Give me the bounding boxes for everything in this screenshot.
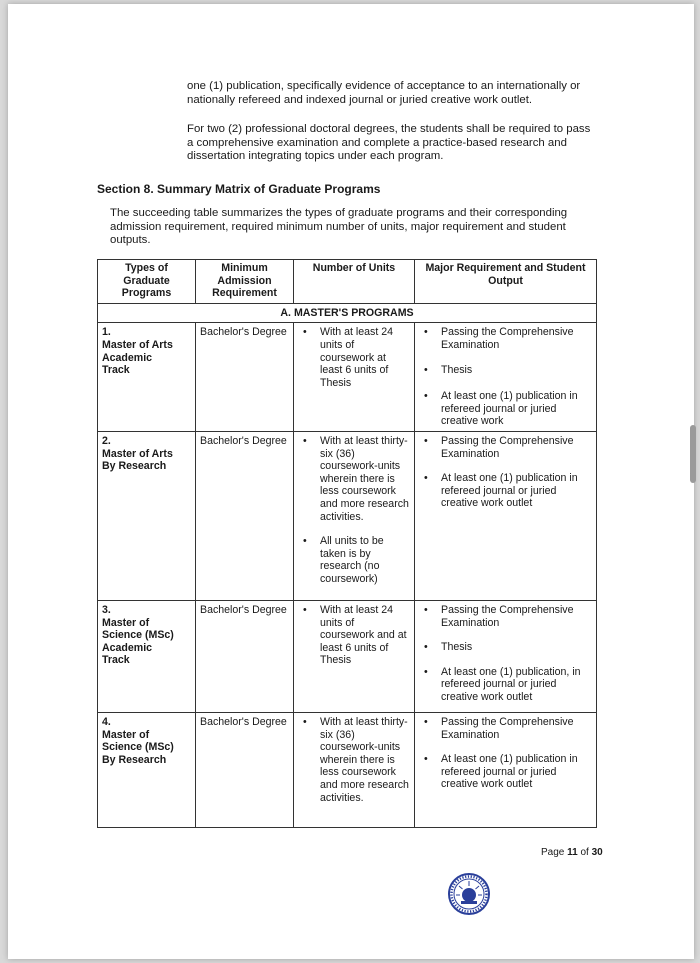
header-admission: Minimum Admission Requirement [196, 260, 294, 304]
output-item: • Passing the Comprehensive Examination [419, 435, 592, 460]
program-number: 4. [102, 715, 111, 728]
output-cell [415, 712, 597, 827]
units-item: • With at least thirty-six (36) coursework-units wherein there is less coursework and more research activities. [298, 435, 410, 523]
program-number: 2. [102, 434, 111, 447]
program-cell [98, 323, 196, 432]
page-prefix: Page [541, 847, 568, 858]
units-item: • All units to be taken is by research (no coursework) [298, 535, 410, 585]
header-output: Major Requirement and Student Output [415, 260, 597, 304]
admission-cell: Bachelor's Degree [196, 431, 294, 600]
program-cell [98, 431, 196, 600]
section-title: Section 8. Summary Matrix of Graduate Programs [97, 182, 381, 196]
output-item: • Passing the Comprehensive Examination [419, 326, 592, 351]
admission-cell: Bachelor's Degree [196, 600, 294, 712]
program-name: Master of Science (MSc) Academic Track [102, 616, 174, 667]
page-mid: of [577, 847, 592, 858]
program-name: Master of Science (MSc) By Research [102, 728, 174, 766]
program-number: 3. [102, 603, 111, 616]
output-item: • Passing the Comprehensive Examination [419, 716, 592, 741]
units-item: • With at least 24 units of coursework and at least 6 units of Thesis [298, 604, 410, 667]
table-header-row [98, 260, 597, 304]
scrollbar-thumb[interactable] [690, 425, 696, 483]
program-number: 1. [102, 326, 111, 339]
program-cell [98, 600, 196, 712]
summary-matrix-table [97, 259, 597, 828]
paragraph-doctoral: For two (2) professional doctoral degrees, the students shall be required to pass a comprehensive examination and complete a practice-based research and dissertation integrating topics under each program. [187, 123, 591, 162]
output-cell [415, 323, 597, 432]
intro-paragraph: The succeeding table summarizes the types of graduate programs and their corresponding admission requirement, required minimum number of units, major requirement and student outputs. [110, 207, 568, 246]
program-cell [98, 712, 196, 827]
page-total: 30 [591, 847, 603, 858]
program-name: Master of Arts By Research [102, 447, 173, 473]
section-row-masters [98, 303, 597, 323]
admission-cell: Bachelor's Degree [196, 323, 294, 432]
program-name: Master of Arts Academic Track [102, 338, 173, 377]
header-types: Types of Graduate Programs [98, 260, 196, 304]
output-item: • Thesis [419, 641, 592, 654]
paragraph-publication: one (1) publication, specifically evidence of acceptance to an internationally or nationally refereed and indexed journal or juried creative work outlet. [187, 80, 581, 106]
output-item: • At least one (1) publication in refereed journal or juried creative work outlet [419, 472, 592, 510]
units-item: • With at least thirty-six (36) coursework-units wherein there is less coursework and more research activities. [298, 716, 410, 804]
output-cell [415, 600, 597, 712]
admission-cell: Bachelor's Degree [196, 712, 294, 827]
table-row [98, 431, 597, 600]
units-cell [294, 712, 415, 827]
section-label: A. MASTER'S PROGRAMS [98, 303, 597, 323]
units-cell [294, 431, 415, 600]
output-item: • At least one (1) publication, in refereed journal or juried creative work outlet [419, 666, 592, 704]
page-number [541, 847, 603, 858]
units-item: • With at least 24 units of coursework at least 6 units of Thesis [298, 326, 410, 389]
page-current: 11 [567, 847, 578, 858]
table-row [98, 600, 597, 712]
output-item: • At least one (1) publication in refereed journal or juried creative work outlet [419, 753, 592, 791]
output-item: • Passing the Comprehensive Examination [419, 604, 592, 629]
units-cell [294, 323, 415, 432]
output-item: • Thesis [419, 364, 592, 377]
output-item: • At least one (1) publication in refereed journal or juried creative work [419, 390, 592, 428]
header-units: Number of Units [294, 260, 415, 304]
output-cell [415, 431, 597, 600]
university-seal-icon [447, 872, 491, 916]
table-row [98, 712, 597, 827]
table-row [98, 323, 597, 432]
units-cell [294, 600, 415, 712]
